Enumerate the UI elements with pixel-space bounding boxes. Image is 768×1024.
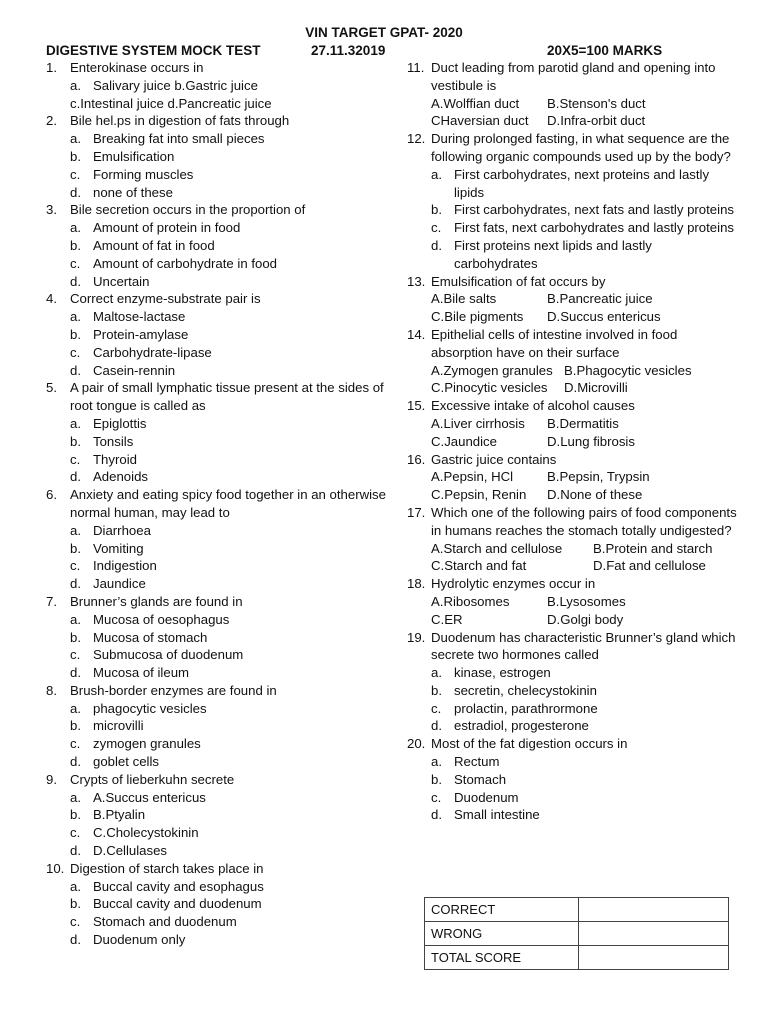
- option: [407, 664, 737, 682]
- question-number: 9.: [46, 771, 57, 787]
- question-text: Epithelial cells of intestine involved in food absorption have on their surface: [431, 326, 678, 360]
- option-letter: d.: [70, 665, 81, 681]
- option-letter: c.: [431, 789, 442, 805]
- option-letter: a.: [431, 754, 442, 770]
- option-letter: a.: [70, 878, 81, 894]
- option: [407, 166, 737, 202]
- option-letter: a.: [70, 131, 81, 147]
- question-number: 10.: [46, 860, 65, 876]
- option-letter: b.: [70, 433, 81, 449]
- option-letter: a.: [70, 611, 81, 627]
- option: [46, 646, 391, 664]
- option-row: [407, 308, 737, 326]
- option-row: [407, 611, 737, 629]
- option: [46, 540, 391, 558]
- question: [407, 397, 737, 415]
- test-title: VIN TARGET GPAT- 2020: [305, 25, 463, 40]
- option-letter: c.: [431, 220, 442, 236]
- question-number: 18.: [407, 576, 426, 592]
- option-row: [407, 362, 737, 380]
- option-text: First proteins next lipids and lastly carbohydrates: [454, 237, 652, 271]
- option-row: [407, 433, 737, 451]
- question-number: 14.: [407, 326, 426, 342]
- option-row: [407, 468, 737, 486]
- option-text: Amount of fat in food: [93, 237, 215, 253]
- option: [46, 184, 391, 202]
- option: [46, 255, 391, 273]
- question: [407, 451, 737, 469]
- option: [46, 130, 391, 148]
- option: [46, 806, 391, 824]
- option-letter: a.: [70, 77, 81, 93]
- option: [407, 219, 737, 237]
- option-letter: d.: [70, 362, 81, 378]
- option-text: Breaking fat into small pieces: [93, 131, 265, 147]
- score-value[interactable]: [579, 946, 729, 970]
- option-letter: b.: [70, 629, 81, 645]
- option-text: zymogen granules: [93, 736, 201, 752]
- question: [46, 59, 391, 77]
- question: [407, 504, 737, 540]
- option-text: Thyroid: [93, 451, 137, 467]
- option-letter: d.: [431, 807, 442, 823]
- question: [46, 290, 391, 308]
- option-row: [407, 486, 737, 504]
- option-text: Mucosa of oesophagus: [93, 611, 230, 627]
- question-text: Anxiety and eating spicy food together in an otherwise normal human, may lead to: [70, 487, 386, 520]
- option: [46, 308, 391, 326]
- option-text: C.Bile pigments: [431, 309, 524, 325]
- question-number: 6.: [46, 487, 57, 503]
- option-text: kinase, estrogen: [454, 665, 551, 681]
- option-letter: c.: [70, 914, 81, 930]
- question-number: 2.: [46, 113, 57, 129]
- option: [46, 77, 391, 95]
- question: [46, 379, 391, 415]
- option: [46, 717, 391, 735]
- option-text: Submucosa of duodenum: [93, 647, 244, 663]
- question: [46, 112, 391, 130]
- option-text: Mucosa of ileum: [93, 665, 190, 681]
- option: [46, 522, 391, 540]
- question-text: Which one of the following pairs of food components in humans reaches the stomach totally undigested?: [431, 504, 737, 538]
- option: [46, 878, 391, 896]
- option-letter: b.: [70, 237, 81, 253]
- option-letter: b.: [70, 807, 81, 823]
- option-letter: b.: [70, 326, 81, 342]
- option: [407, 771, 737, 789]
- option-text: D.Lung fibrosis: [547, 433, 635, 449]
- option: [407, 789, 737, 807]
- option: [46, 913, 391, 931]
- option-text: Carbohydrate-lipase: [93, 344, 212, 360]
- option-text: Maltose-lactase: [93, 309, 186, 325]
- option-text: B.Lysosomes: [547, 593, 626, 609]
- option-text: B.Ptyalin: [93, 807, 146, 823]
- question: [407, 273, 737, 291]
- question-number: 12.: [407, 131, 426, 147]
- question-text: Excessive intake of alcohol causes: [431, 398, 635, 414]
- question-text: Digestion of starch takes place in: [70, 860, 264, 876]
- option-letter: b.: [431, 202, 442, 218]
- option-text: Epiglottis: [93, 415, 147, 431]
- option: [407, 806, 737, 824]
- question-text: Most of the fat digestion occurs in: [431, 736, 628, 752]
- option-text: C.Pepsin, Renin: [431, 487, 527, 503]
- option-letter: b.: [70, 148, 81, 164]
- option: [46, 575, 391, 593]
- option: [407, 237, 737, 273]
- option-text: Diarrhoea: [93, 522, 151, 538]
- question: [46, 771, 391, 789]
- score-label: WRONG: [425, 922, 579, 946]
- option-text: A.Zymogen granules: [431, 362, 553, 378]
- option-letter: c.: [70, 344, 81, 360]
- right-column: [407, 59, 737, 824]
- option-text: D.Cellulases: [93, 843, 168, 859]
- option-text: C.Jaundice: [431, 433, 497, 449]
- option-text: B.Pancreatic juice: [547, 291, 653, 307]
- option-letter: c.: [70, 255, 81, 271]
- option-letter: d.: [70, 932, 81, 948]
- question: [407, 59, 737, 95]
- option-text: Mucosa of stomach: [93, 629, 208, 645]
- option-text: A.Succus entericus: [93, 789, 206, 805]
- option-text: Duodenum: [454, 789, 519, 805]
- option-row: [407, 557, 737, 575]
- option-text: Jaundice: [93, 576, 146, 592]
- question-text: Bile secretion occurs in the proportion of: [70, 202, 306, 218]
- option-text: First carbohydrates, next fats and lastly proteins: [454, 202, 734, 218]
- option-row: [407, 290, 737, 308]
- option-row: [407, 379, 737, 397]
- option-letter: d.: [70, 273, 81, 289]
- option-text: First fats, next carbohydrates and lastly proteins: [454, 220, 734, 236]
- question: [407, 629, 737, 665]
- option-text: Emulsification: [93, 148, 175, 164]
- option: [407, 717, 737, 735]
- option-letter: d.: [70, 754, 81, 770]
- option: [46, 700, 391, 718]
- option-text: B.Dermatitis: [547, 415, 619, 431]
- option: [46, 433, 391, 451]
- score-value[interactable]: [579, 922, 729, 946]
- option-text: A.Ribosomes: [431, 593, 510, 609]
- option-letter: b.: [70, 896, 81, 912]
- option: [46, 664, 391, 682]
- option-letter: a.: [70, 789, 81, 805]
- option-text: Protein-amylase: [93, 326, 189, 342]
- option: [46, 219, 391, 237]
- question: [46, 682, 391, 700]
- question: [407, 575, 737, 593]
- option-text: Vomiting: [93, 540, 144, 556]
- option-row: [407, 95, 737, 113]
- question-text: Bile hel.ps in digestion of fats through: [70, 113, 290, 129]
- option: [46, 789, 391, 807]
- option-row: [407, 540, 737, 558]
- option-text: Rectum: [454, 754, 500, 770]
- option: [46, 166, 391, 184]
- option-letter: c.: [70, 736, 81, 752]
- option-text: C.ER: [431, 611, 463, 627]
- option-text: Amount of protein in food: [93, 220, 241, 236]
- question-text: A pair of small lymphatic tissue present at the sides of root tongue is called as: [70, 380, 384, 414]
- option-text: B.Stenson's duct: [547, 95, 646, 111]
- option-text: estradiol, progesterone: [454, 718, 589, 734]
- question-text: Emulsification of fat occurs by: [431, 273, 606, 289]
- option: [46, 895, 391, 913]
- option: [407, 682, 737, 700]
- score-row: [425, 922, 729, 946]
- option: [46, 611, 391, 629]
- option: [46, 629, 391, 647]
- option-text: D.Fat and cellulose: [593, 558, 706, 574]
- option-text: D.Succus entericus: [547, 309, 661, 325]
- option: [46, 842, 391, 860]
- left-column: [46, 59, 391, 949]
- option-letter: a.: [70, 415, 81, 431]
- option-letter: d.: [70, 576, 81, 592]
- option-letter: a.: [70, 220, 81, 236]
- option: [46, 326, 391, 344]
- option: [46, 824, 391, 842]
- option-text: D.Golgi body: [547, 611, 624, 627]
- question: [407, 326, 737, 362]
- option-text: microvilli: [93, 718, 144, 734]
- question-text: Correct enzyme-substrate pair is: [70, 291, 261, 307]
- question-text: Duodenum has characteristic Brunner’s gland which secrete two hormones called: [431, 629, 736, 663]
- test-marks: 20X5=100 MARKS: [547, 43, 663, 58]
- option-letter: d.: [431, 718, 442, 734]
- option: [46, 753, 391, 771]
- option-text: none of these: [93, 184, 173, 200]
- option-letter: d.: [70, 184, 81, 200]
- option-text: Buccal cavity and esophagus: [93, 878, 264, 894]
- question: [46, 860, 391, 878]
- option-row: [407, 593, 737, 611]
- option: [46, 344, 391, 362]
- option-text: B.Protein and starch: [593, 540, 713, 556]
- question-number: 13.: [407, 273, 426, 289]
- question-number: 11.: [407, 60, 425, 75]
- question-text: Brunner’s glands are found in: [70, 593, 243, 609]
- option-row: [407, 415, 737, 433]
- option-text: First carbohydrates, next proteins and lastly lipids: [454, 166, 710, 200]
- option: [407, 700, 737, 718]
- option-text: A.Wolffian duct: [431, 95, 520, 111]
- option-letter: a.: [70, 700, 81, 716]
- option-letter: a.: [431, 665, 442, 681]
- option-text: secretin, chelecystokinin: [454, 682, 597, 698]
- option: [46, 735, 391, 753]
- question-text: Enterokinase occurs in: [70, 60, 204, 75]
- option: [46, 557, 391, 575]
- question-text: Hydrolytic enzymes occur in: [431, 576, 596, 592]
- option-text: Uncertain: [93, 273, 150, 289]
- option-text: Stomach: [454, 771, 507, 787]
- question-number: 8.: [46, 682, 57, 698]
- option-text: goblet cells: [93, 754, 159, 770]
- option-text: A.Starch and cellulose: [431, 540, 563, 556]
- option-letter: d.: [431, 237, 442, 253]
- option-letter: b.: [70, 540, 81, 556]
- option-text: phagocytic vesicles: [93, 700, 207, 716]
- option-letter: b.: [70, 718, 81, 734]
- option-letter: c.: [70, 647, 81, 663]
- test-date: 27.11.32019: [311, 43, 386, 58]
- option: [407, 201, 737, 219]
- score-value[interactable]: [579, 898, 729, 922]
- question-text: Brush-border enzymes are found in: [70, 682, 277, 698]
- option-text: Duodenum only: [93, 932, 186, 948]
- question-number: 3.: [46, 202, 57, 218]
- option-text: D.None of these: [547, 487, 643, 503]
- option: [46, 237, 391, 255]
- option-text: D.Microvilli: [564, 380, 628, 396]
- question: [407, 735, 737, 753]
- option-text: B.Pepsin, Trypsin: [547, 469, 650, 485]
- option-letter: b.: [431, 771, 442, 787]
- option: [46, 931, 391, 949]
- option-text: C.Pinocytic vesicles: [431, 380, 548, 396]
- option: [46, 362, 391, 380]
- option-row: [407, 112, 737, 130]
- option-text: Small intestine: [454, 807, 540, 823]
- question-text: Crypts of lieberkuhn secrete: [70, 771, 235, 787]
- question-number: 19.: [407, 629, 426, 645]
- option-text: Salivary juice b.Gastric juice: [93, 77, 258, 93]
- option-text: A.Liver cirrhosis: [431, 415, 525, 431]
- option-text: Stomach and duodenum: [93, 914, 237, 930]
- question-text: Gastric juice contains: [431, 451, 557, 467]
- option-letter: b.: [431, 682, 442, 698]
- score-row: [425, 946, 729, 970]
- question-number: 15.: [407, 398, 426, 414]
- option: [46, 468, 391, 486]
- option-text: C.Starch and fat: [431, 558, 527, 574]
- question: [46, 486, 391, 522]
- option-text: Adenoids: [93, 469, 148, 485]
- option-letter: c.: [70, 558, 81, 574]
- score-table: [424, 897, 729, 970]
- score-label: CORRECT: [425, 898, 579, 922]
- question-number: 7.: [46, 593, 57, 609]
- question: [46, 593, 391, 611]
- option-text: Forming muscles: [93, 166, 194, 182]
- question: [46, 201, 391, 219]
- option: [407, 753, 737, 771]
- option-letter: c.: [70, 451, 81, 467]
- question: [407, 130, 737, 166]
- option-letter: a.: [431, 166, 442, 182]
- option-text: A.Pepsin, HCl: [431, 469, 514, 485]
- option-letter: a.: [70, 522, 81, 538]
- question-number: 17.: [407, 504, 426, 520]
- option: [46, 148, 391, 166]
- option-text: Buccal cavity and duodenum: [93, 896, 262, 912]
- option-text: Casein-rennin: [93, 362, 176, 378]
- option-text: C.Cholecystokinin: [93, 825, 199, 841]
- option-text: Indigestion: [93, 558, 157, 574]
- option-letter: a.: [70, 309, 81, 325]
- score-label: TOTAL SCORE: [425, 946, 579, 970]
- option-line: c.Intestinal juice d.Pancreatic juice: [70, 95, 272, 111]
- question-text: During prolonged fasting, in what sequence are the following organic compounds used up by the body?: [431, 131, 731, 164]
- option-text: Tonsils: [93, 433, 134, 449]
- test-subject: DIGESTIVE SYSTEM MOCK TEST: [46, 43, 261, 58]
- option-letter: d.: [70, 843, 81, 859]
- question-text: Duct leading from parotid gland and opening into vestibule is: [431, 60, 716, 93]
- option-text: prolactin, parathrormone: [454, 700, 598, 716]
- option: [46, 451, 391, 469]
- question-number: 5.: [46, 380, 57, 396]
- question-number: 16.: [407, 451, 426, 467]
- option-text: B.Phagocytic vesicles: [564, 362, 692, 378]
- option-text: Amount of carbohydrate in food: [93, 255, 278, 271]
- question-number: 1.: [46, 60, 57, 75]
- score-row: [425, 898, 729, 922]
- option: [46, 415, 391, 433]
- option: [46, 273, 391, 291]
- question-number: 20.: [407, 736, 426, 752]
- option-letter: c.: [70, 825, 81, 841]
- option-text: CHaversian duct: [431, 113, 529, 129]
- option-letter: c.: [70, 166, 81, 182]
- option-letter: c.: [431, 700, 442, 716]
- question-number: 4.: [46, 291, 57, 307]
- option-letter: d.: [70, 469, 81, 485]
- option-text: D.Infra-orbit duct: [547, 113, 646, 129]
- option-text: A.Bile salts: [431, 291, 497, 307]
